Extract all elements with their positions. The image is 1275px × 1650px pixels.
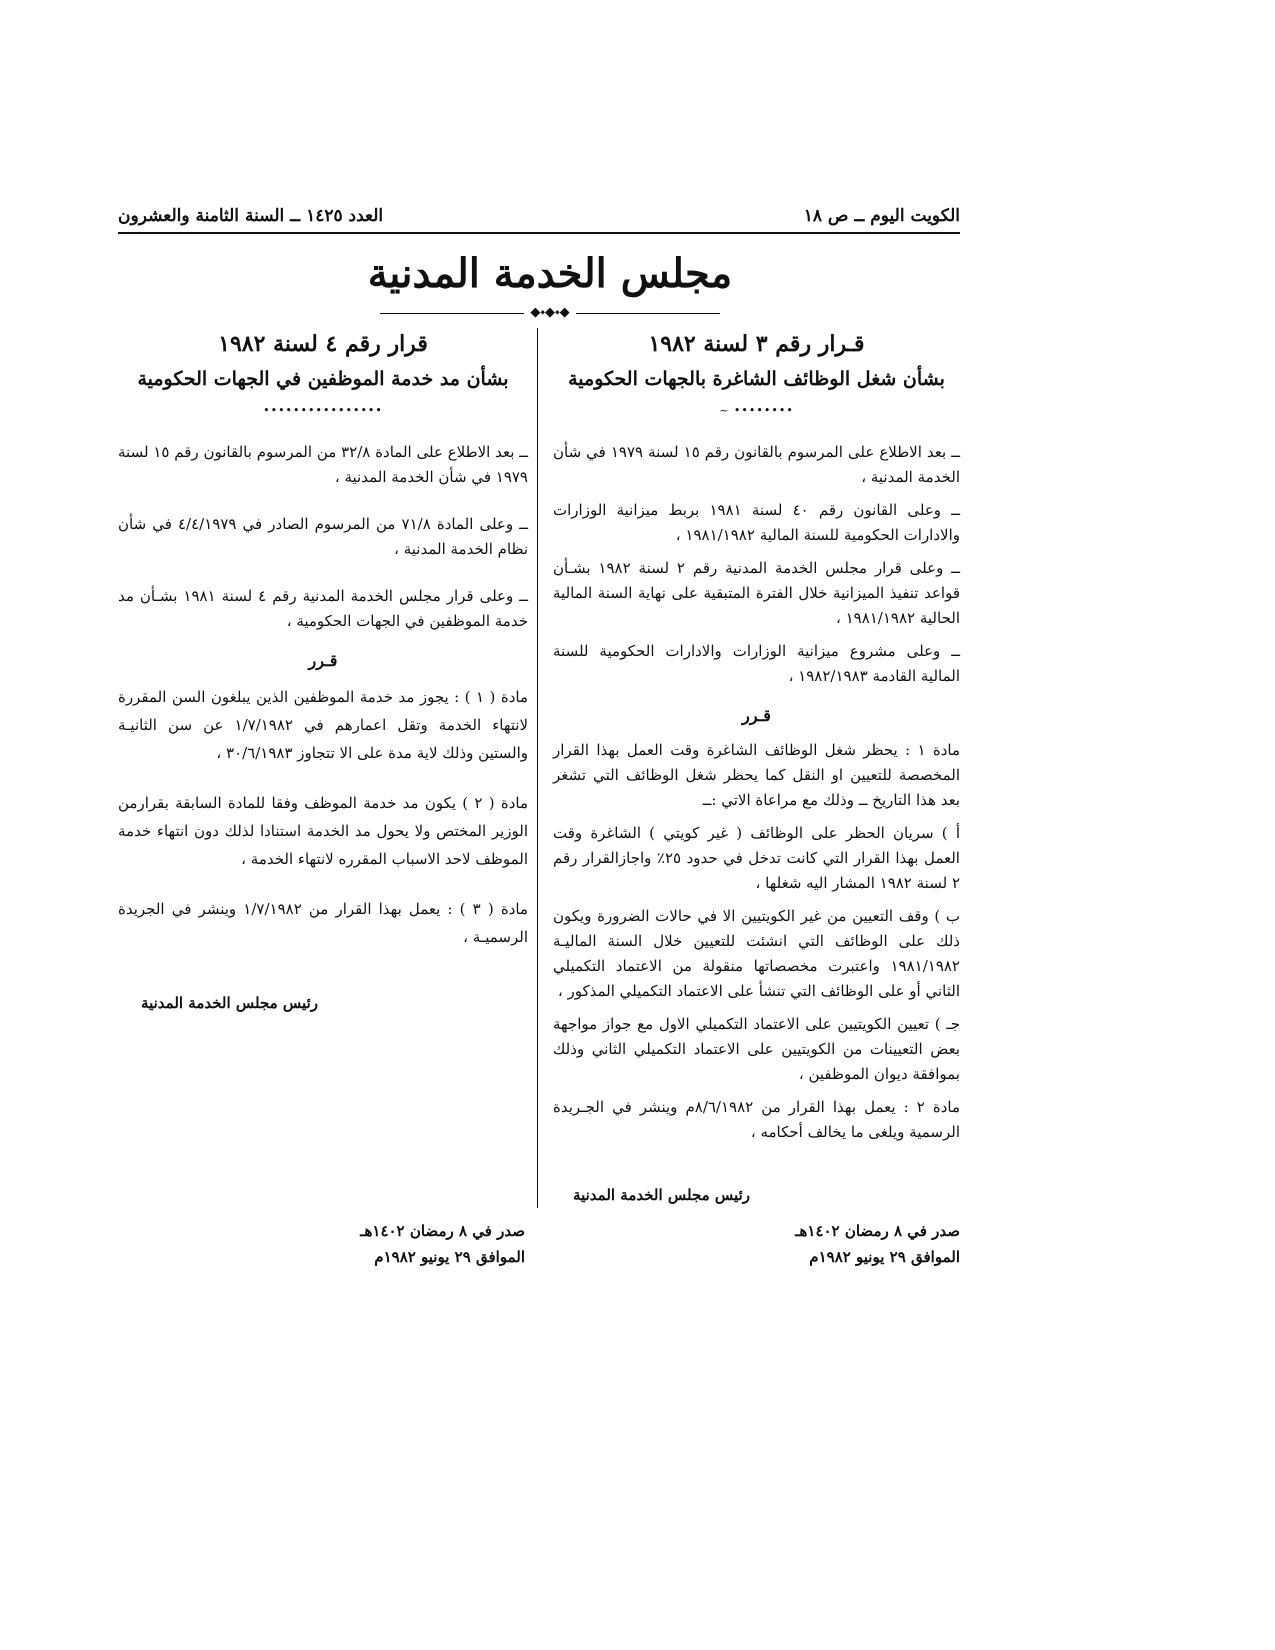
decision-4-signature: رئيس مجلس الخدمة المدنية (141, 994, 318, 1012)
decision-4-footer (330, 1218, 525, 1270)
preamble-paragraph: ــ وعلى قرار مجلس الخدمة المدنية رقم ٢ لسنة ١٩٨٢ بشـأن قواعد تنفيذ الميزانية خلال الفترة المتبقية على نهاية السنة المالية الحالية ١٩٨١/١٩٨٢ ، (553, 559, 960, 627)
decision-3-title: قـرار رقم ٣ لسنة ١٩٨٢ (648, 331, 865, 357)
article-paragraph: أ ) سريان الحظر على الوظائف ( غير كويتي ) الشاغرة وقت العمل بهذا القرار التي كانت تدخل في حدود ٢٥٪ واجازالقرار رقم ٢ لسنة ١٩٨٢ المشار اليه شغلها ، (553, 824, 960, 892)
decision-3-signature: رئيس مجلس الخدمة المدنية (573, 1186, 750, 1204)
header-issue: العدد ١٤٢٥ ــ السنة الثامنة والعشرون (118, 206, 384, 226)
decision-3-ornament: •••••••• ~ (719, 404, 794, 417)
article-paragraph: مادة ( ١ ) : يجوز مد خدمة الموظفين الذين يبلغون السن المقررة لانتهاء الخدمة وتقل اعمارهم في ١/٧/١٩٨٢ عن سن الثانيـة والستين وذلك لاية مدة على الا تتجاوز ٣٠/٦/١٩٨٣ ، (118, 688, 528, 762)
masthead: مجلس الخدمة المدنية (367, 250, 733, 297)
preamble-paragraph: ــ وعلى المادة ٧١/٨ من المرسوم الصادر في ٤/٤/١٩٧٩ في شأن نظام الخدمة المدنية ، (118, 515, 528, 558)
article-paragraph: جـ ) تعيين الكويتيين على الاعتماد التكميلي الاول مع جواز مواجهة بعض التعيينات من الكويتيين على الاعتماد التكميلي الثاني وذلك بموافقة ديوان الموظفين ، (553, 1015, 960, 1083)
decision-3-subtitle: بشأن شغل الوظائف الشاغرة بالجهات الحكومية (568, 368, 945, 390)
preamble-paragraph: ــ وعلى القانون رقم ٤٠ لسنة ١٩٨١ بربط ميزانية الوزارات والادارات الحكومية للسنة المالية ١٩٨١/١٩٨٢ ، (553, 501, 960, 544)
header-rule (118, 232, 960, 234)
article-paragraph: مادة ( ٢ ) يكون مد خدمة الموظف وفقا للمادة السابقة بقرارمن الوزير المختص ولا يحول مد الخدمة استنادا لذلك دون انتهاء خدمة الموظف لاحد الاسباب المقرره لانتهاء الخدمة ، (118, 794, 528, 868)
decision-4-column (118, 328, 528, 1016)
decision-3-column (553, 328, 960, 1208)
masthead-ornament: ◆⬩◆⬩◆ (380, 306, 720, 320)
decides-heading: قـرر (742, 706, 771, 725)
column-divider (537, 328, 538, 1208)
preamble-paragraph: ــ وعلى مشروع ميزانية الوزارات والادارات الحكومية للسنة المالية القادمة ١٩٨٢/١٩٨٣ ، (553, 642, 960, 685)
article-paragraph: مادة ( ٣ ) : يعمل بهذا القرار من ١/٧/١٩٨٢ وينشر في الجريدة الرسميـة ، (118, 900, 528, 946)
issued-date: صدر في ٨ رمضان ١٤٠٢هـ (795, 1222, 960, 1240)
decision-4-ornament: •••••••••••••••• (263, 404, 383, 417)
decision-4-subtitle: بشأن مد خدمة الموظفين في الجهات الحكومية (137, 368, 509, 390)
header-publication: الكويت اليوم ــ ص ١٨ (803, 206, 960, 226)
corresponding-date: الموافق ٢٩ يونيو ١٩٨٢م (809, 1248, 960, 1266)
issued-date: صدر في ٨ رمضان ١٤٠٢هـ (360, 1222, 525, 1240)
preamble-paragraph: ــ بعد الاطلاع على المرسوم بالقانون رقم ١٥ لسنة ١٩٧٩ في شأن الخدمة المدنية ، (553, 443, 960, 486)
article-paragraph: ب ) وقف التعيين من غير الكويتيين الا في حالات الضرورة ويكون ذلك على الوظائف التي انشئت للتعيين خلال السنة الماليـة ١٩٨١/١٩٨٢ واعتبرت مخصصاتها منقولة من الاعتماد التكميلي الثاني أو على الوظائف التي تنشأ على الاعتماد التكميلي المذكور ، (553, 907, 960, 1000)
decision-4-title: قرار رقم ٤ لسنة ١٩٨٢ (218, 331, 428, 357)
page-header (118, 200, 960, 226)
preamble-paragraph: ــ بعد الاطلاع على المادة ٣٢/٨ من المرسوم بالقانون رقم ١٥ لسنة ١٩٧٩ في شأن الخدمة المدنية ، (118, 443, 528, 486)
decision-3-footer (760, 1218, 960, 1270)
article-paragraph: مادة ١ : يحظر شغل الوظائف الشاغرة وقت العمل بهذا القرار المخصصة للتعيين او النقل كما يحظر شغل الوظائف التي تشغر بعد هذا التاريخ ــ وذلك مع مراعاة الاتي :ــ (553, 741, 960, 809)
corresponding-date: الموافق ٢٩ يونيو ١٩٨٢م (374, 1248, 525, 1266)
decides-heading: قـرر (308, 651, 338, 670)
article-paragraph: مادة ٢ : يعمل بهذا القرار من ٨/٦/١٩٨٢م وينشر في الجـريدة الرسمية ويلغى ما يخالف أحكامه ، (553, 1098, 960, 1141)
preamble-paragraph: ــ وعلى قرار مجلس الخدمة المدنية رقم ٤ لسنة ١٩٨١ بشـأن مد خدمة الموظفين في الجهات الحكومية ، (118, 587, 529, 630)
